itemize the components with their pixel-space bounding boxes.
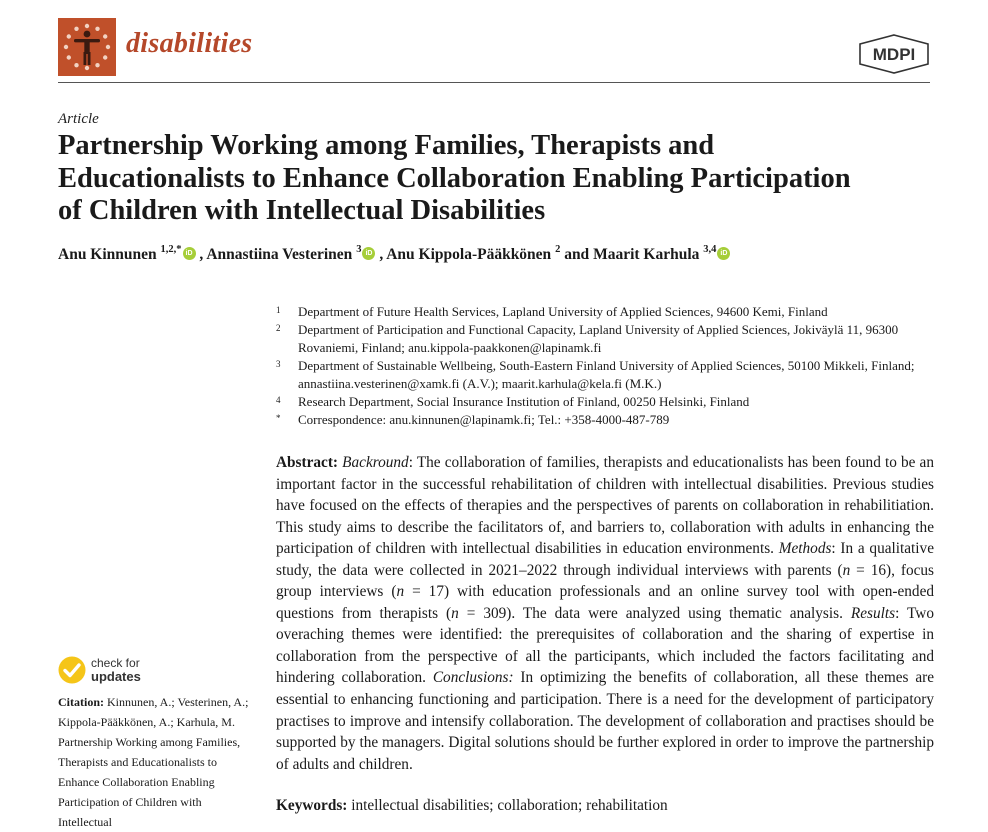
abstract-methods-label: Methods	[778, 540, 832, 558]
affiliation-mark: 3	[276, 359, 281, 369]
author-affiliation-sup: 2	[555, 244, 561, 255]
correspondence-text: Correspondence: anu.kinnunen@lapinamk.fi; Tel.: +358-4000-487-789	[298, 412, 670, 427]
abstract-background-label: Backround	[342, 454, 409, 471]
author-separator: ,	[379, 246, 387, 263]
affiliation-mark: 1	[276, 305, 281, 315]
orcid-icon[interactable]: iD	[717, 247, 730, 260]
author-separator: ,	[199, 246, 207, 263]
citation-text: Kinnunen, A.; Vesterinen, A.; Kippola-Pääkkönen, A.; Karhula, M. Partnership Working among Families, Therapists and Educationalists to Enhance Collaboration Enabling Participation of Children with Intellectual	[58, 695, 249, 829]
abstract-background: : The collaboration of families, therapists and educationalists has been found to be an important factor in the successful rehabilitation of children with intellectual disabilities. Previous studies have focused on the effects of therapies and the perspectives of parents on collaboration in rehabilitiation. This study aims to describe the facilitators of, and barriers to, collaboration with adults in enhancing the participation of children with intellectual disabilities in education environments.	[276, 454, 934, 558]
affiliation-text: Department of Sustainable Wellbeing, South-Eastern Finland University of Applied Sciences, 50100 Mikkeli, Finland; annastiina.vesterinen@xamk.fi (A.V.); maarit.karhula@kela.fi (M.K.)	[298, 358, 915, 391]
author-name: Maarit Karhula	[593, 246, 700, 263]
affiliation-text: Department of Future Health Services, Lapland University of Applied Sciences, 94600 Kemi, Finland	[298, 304, 828, 319]
affiliation-item	[276, 393, 956, 411]
affiliation-item	[276, 357, 956, 393]
abstract-methods: = 16), focus group interviews (	[276, 561, 934, 601]
citation	[58, 692, 254, 832]
abstract-methods: : In a qualitative study, the data were collected in 2021–2022 through individual interviews with parents (	[276, 540, 934, 579]
author-separator: and	[564, 246, 594, 263]
orcid-icon[interactable]: iD	[362, 247, 375, 260]
checkmark-icon	[58, 656, 86, 684]
check-updates-line1: check for	[91, 656, 140, 670]
abstract-results-label: Results	[850, 604, 896, 622]
article-type: Article	[58, 111, 99, 127]
affiliation-text: Department of Participation and Functional Capacity, Lapland University of Applied Sciences, Jokiväylä 11, 96300 Rovaniemi, Finland; anu.kippola-paakkonen@lapinamk.fi	[298, 322, 899, 355]
author-name: Anu Kippola-Pääkkönen	[386, 246, 552, 263]
abstract-conclusions: In optimizing the benefits of collaboration, all these themes are essential to enhancing functioning and participation. There is a need for the development of participatory practises to improve and intensify collaboration. The development of collaboration and practises should be supported by the managers. Digital solutions should be further explored in order to improve the partnership of adults and children.	[276, 669, 935, 773]
author-affiliation-sup: 3,4	[703, 244, 717, 255]
author-name: Annastiina Vesterinen	[206, 246, 353, 263]
abstract-label: Abstract:	[276, 454, 339, 471]
author-affiliation-sup: 3	[356, 244, 362, 255]
n-symbol: n	[396, 583, 405, 601]
author-list	[58, 246, 730, 264]
abstract-methods: = 17) with education professionals and an online survey tool with open-ended questions from therapists (	[276, 583, 935, 622]
affiliations	[276, 303, 956, 429]
affiliation-item	[276, 321, 956, 357]
affiliation-mark: 4	[276, 395, 281, 405]
abstract-methods: = 309). The data were analyzed using thematic analysis.	[458, 604, 843, 622]
check-for-updates-button[interactable]	[58, 656, 141, 684]
author-affiliation-sup: 1,2,*	[160, 244, 182, 255]
keywords-text: intellectual disabilities; collaboration; rehabilitation	[351, 797, 668, 814]
n-symbol: n	[451, 604, 459, 622]
journal-logo-icon	[58, 18, 116, 76]
affiliation-text: Research Department, Social Insurance Institution of Finland, 00250 Helsinki, Finland	[298, 394, 750, 409]
header-divider	[58, 82, 930, 83]
paper-title: Partnership Working among Families, Therapists and Educationalists to Enhance Collaboration Enabling Participation of Children with Intellectual Disabilities	[58, 130, 851, 226]
abstract-results: : Two overaching themes were identified: the prerequisites of collaboration and the sharing of expertise in collaboration from the perspective of all the participants, which included the factors facilitating and hindering collaboration.	[276, 604, 934, 687]
orcid-icon[interactable]: iD	[183, 247, 196, 260]
affiliation-item	[276, 303, 956, 321]
affiliation-mark: 2	[276, 323, 281, 333]
correspondence-item	[276, 411, 956, 429]
keywords	[276, 797, 668, 815]
publisher-name: MDPI	[872, 45, 916, 64]
mdpi-logo-icon	[858, 34, 930, 74]
keywords-label: Keywords:	[276, 797, 348, 814]
journal-name: disabilities	[126, 28, 253, 59]
check-updates-line2: updates	[91, 669, 141, 684]
abstract-conclusions-label: Conclusions:	[432, 669, 514, 687]
n-symbol: n	[842, 561, 851, 579]
author-name: Anu Kinnunen	[58, 246, 157, 263]
affiliation-mark: *	[276, 413, 281, 423]
abstract	[276, 452, 934, 775]
citation-label: Citation:	[58, 695, 104, 709]
